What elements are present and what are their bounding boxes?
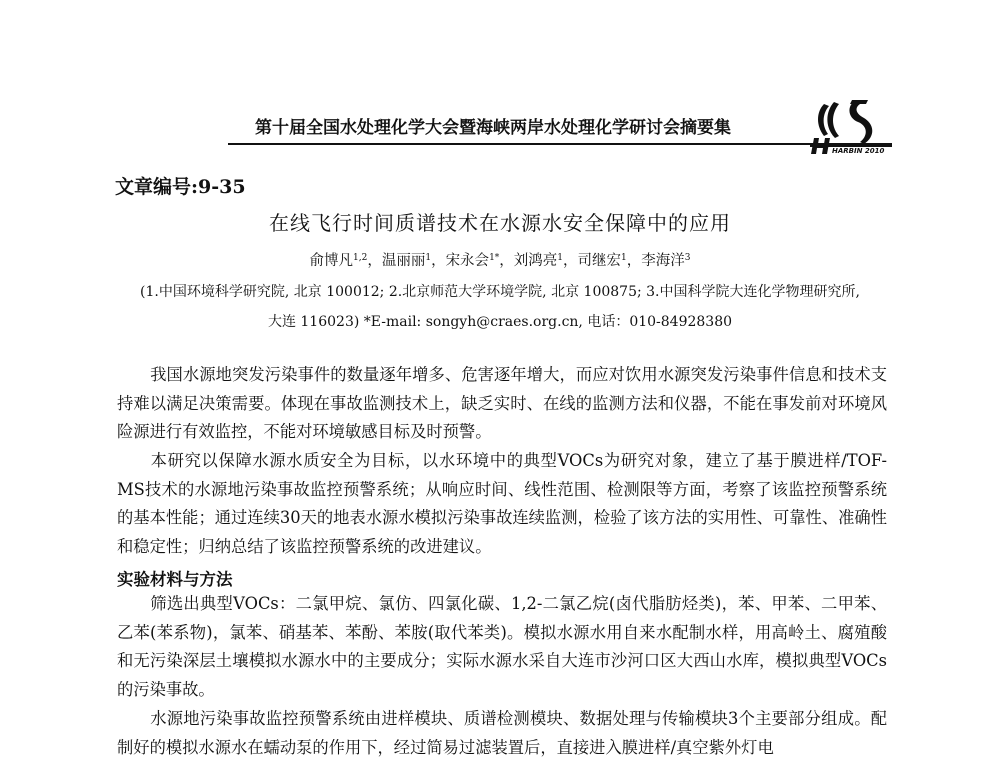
paragraph-4-text: 水源地污染事故监控预警系统由进样模块、质谱检测模块、数据处理与传输模块3个主要部分组成。配制好的模拟水源水在蠕动泵的作用下，经过简易过滤装置后，直接进入膜进样/真空紫外灯电 <box>117 709 887 757</box>
paragraph-3-text: 筛选出典型VOCs：二氯甲烷、氯仿、四氯化碳、1,2-二氯乙烷(卤代脂肪烃类)，苯、甲苯、二甲苯、乙苯(苯系物)，氯苯、硝基苯、苯酚、苯胺(取代苯类)。模拟水源水用自来水配制水样，用高岭土、腐殖酸和无污染深层土壤模拟水源水中的主要成分；实际水源水采自大连市沙河口区大西山水库，模拟典型VOCs的污染事故。 <box>117 594 887 699</box>
body-paragraph-3 <box>117 590 887 704</box>
conference-logo-graphic <box>810 96 890 156</box>
author-affiliation-mark: 1 <box>425 253 432 263</box>
author-list <box>0 249 1000 270</box>
section-heading-methods: 实验材料与方法 <box>117 570 233 589</box>
author-separator: ， <box>499 253 514 269</box>
author-name: 刘鸿亮 <box>513 253 558 269</box>
author-affiliation-mark: 1 <box>621 253 627 263</box>
author-separator: ， <box>626 253 642 269</box>
author-name: 温丽丽 <box>381 253 426 269</box>
author-name: 宋永会 <box>445 253 490 269</box>
author-affiliation-mark: 1 <box>557 253 564 263</box>
body-paragraph-1 <box>117 361 887 447</box>
author-separator: ， <box>367 253 382 269</box>
paragraph-1-text: 我国水源地突发污染事件的数量逐年增多、危害逐年增大，而应对饮用水源突发污染事件信息和技术支持难以满足决策需要。体现在事故监测技术上，缺乏实时、在线的监测方法和仪器，不能在事发前对环境风险源进行有效监控，不能对环境敏感目标及时预警。 <box>117 365 887 442</box>
author-affiliation-mark: 1* <box>489 253 500 263</box>
logo-underline <box>810 143 892 147</box>
affiliation-line-1: (1.中国环境科学研究院, 北京 100012; 2.北京师范大学环境学院, 北京 100875; 3.中国科学院大连化学物理研究所, <box>140 284 860 300</box>
paper-title: 在线飞行时间质谱技术在水源水安全保障中的应用 <box>269 211 731 235</box>
header-rule <box>228 143 810 145</box>
affiliation-line-2: 大连 116023) *E-mail: songyh@craes.org.cn, 电话：010-84928380 <box>267 314 733 330</box>
logo-text: HARBIN 2010 <box>832 147 885 155</box>
body-paragraph-4 <box>117 705 887 762</box>
author-affiliation-mark: 3 <box>684 253 691 263</box>
article-number: 文章编号:9-35 <box>115 176 246 198</box>
author-name: 俞博凡 <box>309 253 353 269</box>
author-separator: ， <box>563 253 578 269</box>
author-name: 李海洋 <box>641 253 685 269</box>
author-separator: ， <box>431 253 446 269</box>
conference-logo <box>810 96 890 156</box>
body-paragraph-2 <box>117 447 887 561</box>
author-name: 司继宏 <box>577 253 622 269</box>
author-affiliation-mark: 1,2 <box>353 253 368 263</box>
paragraph-2-text: 本研究以保障水源水质安全为目标，以水环境中的典型VOCs为研究对象，建立了基于膜进样/TOF-MS技术的水源地污染事故监控预警系统；从响应时间、线性范围、检测限等方面，考察了该监控预警系统的基本性能；通过连续30天的地表水源水模拟污染事故连续监测，检验了该方法的实用性、可靠性、准确性和稳定性；归纳总结了该监控预警系统的改进建议。 <box>117 451 887 556</box>
running-header-title: 第十届全国水处理化学大会暨海峡两岸水处理化学研讨会摘要集 <box>255 118 731 138</box>
